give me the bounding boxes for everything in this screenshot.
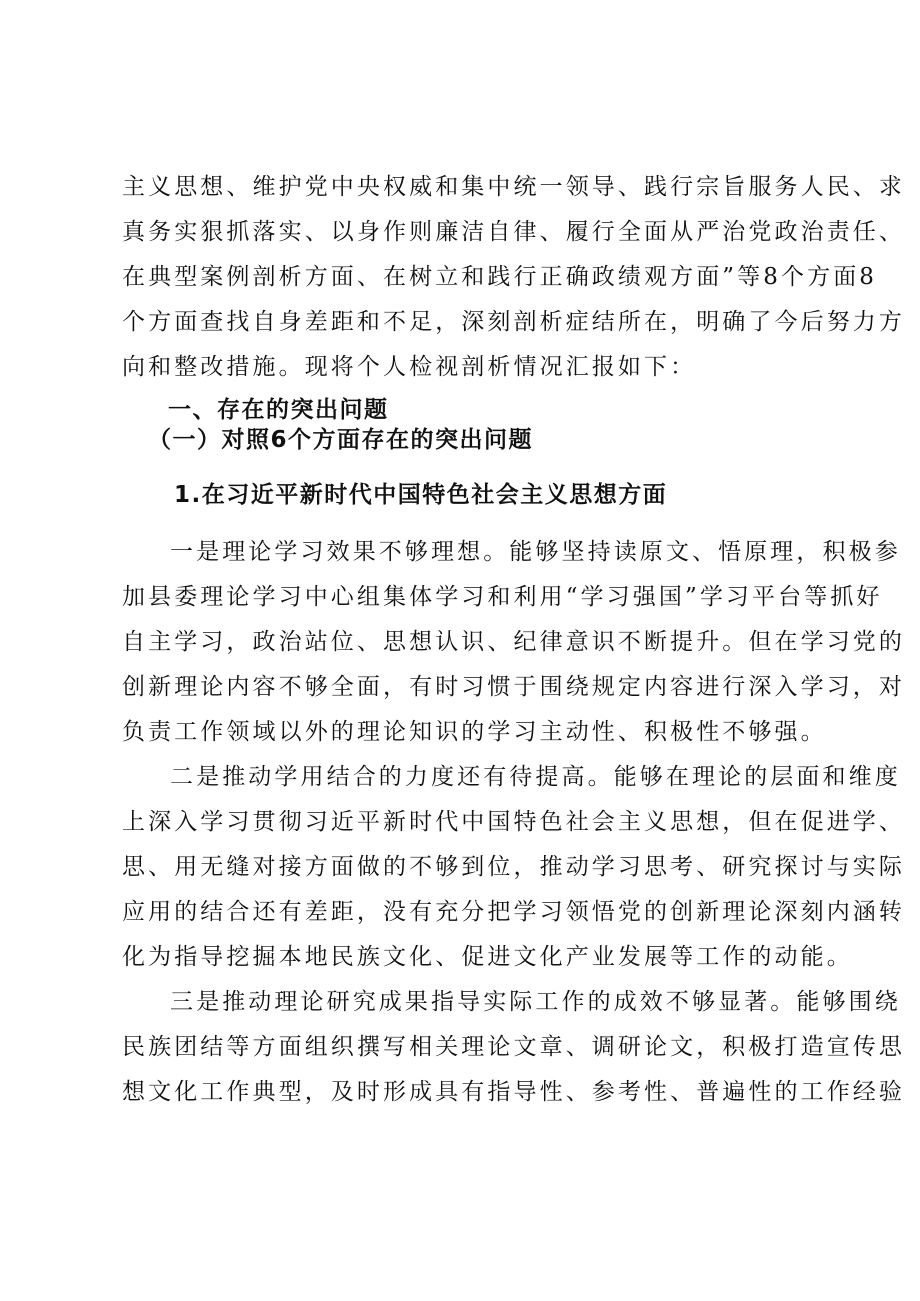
paragraph-line: 自主学习，政治站位、思想认识、纪律意识不断提升。但在学习党的 xyxy=(122,629,905,655)
paragraph-line: 创新理论内容不够全面，有时习惯于围绕规定内容进行深入学习，对 xyxy=(122,674,905,700)
paragraph-line: 应用的结合还有差距，没有充分把学习领悟党的创新理论深刻内涵转 xyxy=(122,899,905,925)
intro-line: 个方面查找自身差距和不足，深刻剖析症结所在，明确了今后努力方 xyxy=(122,309,905,335)
paragraph-line: 上深入学习贯彻习近平新时代中国特色社会主义思想，但在促进学、 xyxy=(122,809,905,835)
paragraph-line: 思、用无缝对接方面做的不够到位，推动学习思考、研究探讨与实际 xyxy=(122,854,905,880)
section-heading: 一、存在的突出问题 xyxy=(168,397,389,423)
topic-heading: 1.在习近平新时代中国特色社会主义思想方面 xyxy=(174,482,668,508)
intro-line: 真务实狠抓落实、以身作则廉洁自律、履行全面从严治党政治责任、 xyxy=(122,219,905,245)
paragraph-line: 加县委理论学习中心组集体学习和利用“学习强国”学习平台等抓好 xyxy=(122,584,883,610)
paragraph-line: 化为指导挖掘本地民族文化、促进文化产业发展等工作的动能。 xyxy=(122,944,853,970)
paragraph-line: 一是理论学习效果不够理想。能够坚持读原文、悟原理，积极参 xyxy=(170,539,901,565)
paragraph-line: 民族团结等方面组织撰写相关理论文章、调研论文，积极打造宣传思 xyxy=(122,1034,905,1060)
paragraph-line: 想文化工作典型，及时形成具有指导性、参考性、普遍性的工作经验 xyxy=(122,1079,905,1105)
intro-line: 在典型案例剖析方面、在树立和践行正确政绩观方面”等8个方面8 xyxy=(122,264,878,290)
intro-line: 向和整改措施。现将个人检视剖析情况汇报如下： xyxy=(122,354,697,380)
paragraph-line: 二是推动学用结合的力度还有待提高。能够在理论的层面和维度 xyxy=(170,764,901,790)
paragraph-line: 负责工作领域以外的理论知识的学习主动性、积极性不够强。 xyxy=(122,719,827,745)
subsection-heading: （一）对照6个方面存在的突出问题 xyxy=(148,427,534,453)
paragraph-line: 三是推动理论研究成果指导实际工作的成效不够显著。能够围绕 xyxy=(170,989,901,1015)
intro-line: 主义思想、维护党中央权威和集中统一领导、践行宗旨服务人民、求 xyxy=(122,174,905,200)
